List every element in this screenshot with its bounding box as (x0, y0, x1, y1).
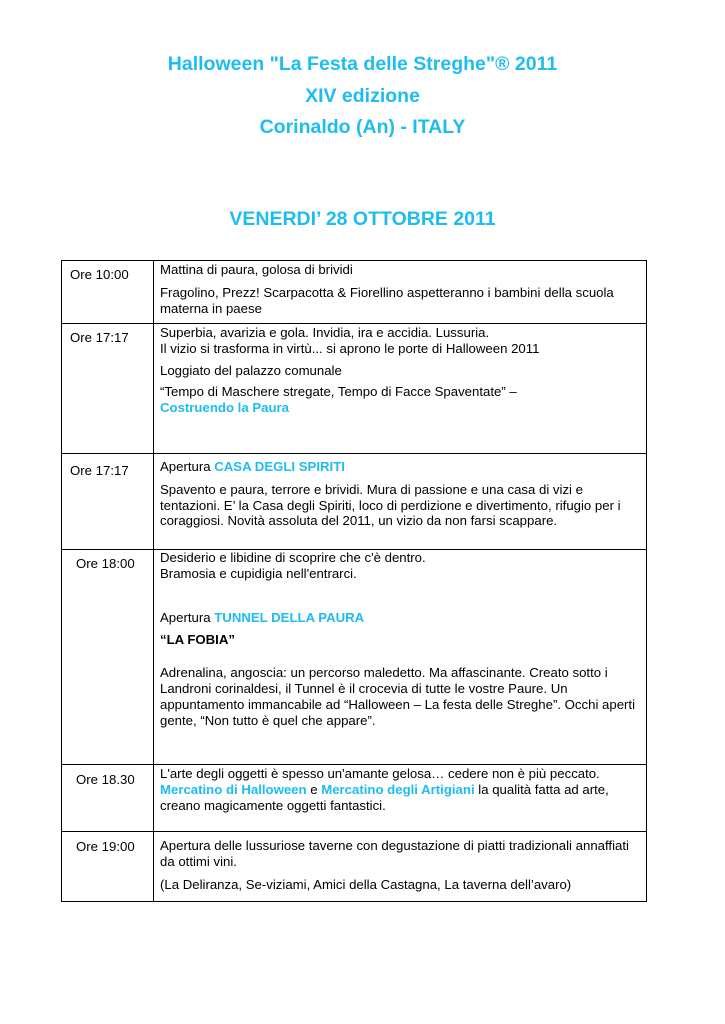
table-row (62, 324, 647, 454)
table-row (62, 454, 647, 550)
event-highlight: CASA DEGLI SPIRITI (214, 459, 345, 474)
edition-subtitle: XIV edizione (305, 85, 420, 107)
time-label: Ore 18.30 (76, 772, 135, 787)
description-text: Apertura (160, 459, 215, 474)
time-cell (62, 454, 154, 550)
table-row (62, 550, 647, 765)
description-cell (154, 261, 647, 324)
time-label: Ore 17:17 (70, 330, 129, 345)
description-text: Desiderio e libidine di scoprire che c'è dentro. (160, 550, 426, 565)
event-title: Halloween "La Festa delle Streghe"® 2011 (167, 53, 558, 75)
table-row (62, 832, 647, 902)
description-text: Fragolino, Prezz! Scarpacotta & Fiorellino aspetteranno i bambini della scuola materna in paese (160, 284, 614, 316)
description-text: la qualità fatta ad arte, creano magicamente oggetti fantastici. (160, 781, 609, 813)
time-cell (62, 324, 154, 454)
description-text: L'arte degli oggetti è spesso un'amante gelosa… cedere non è più peccato. (160, 766, 600, 781)
description-cell (154, 324, 647, 454)
time-label: Ore 17:17 (70, 463, 129, 478)
time-cell (62, 765, 154, 832)
time-cell (62, 832, 154, 902)
description-text: Spavento e paura, terrore e brividi. Mura di passione e una casa di vizi e tentazioni. E’ la Casa degli Spiriti, loco di perdizione e divertimento, rifugio per i coraggiosi. Novità assoluta del 2011, un vizio da non farsi scappare. (160, 481, 621, 529)
event-subtitle: “LA FOBIA” (160, 632, 235, 648)
event-highlight: Costruendo la Paura (160, 400, 289, 416)
event-highlight: TUNNEL DELLA PAURA (214, 609, 365, 625)
time-label: Ore 18:00 (76, 556, 135, 571)
day-heading: VENERDI’ 28 OTTOBRE 2011 (229, 208, 496, 230)
description-text: (La Deliranza, Se-viziami, Amici della Castagna, La taverna dell’avaro) (160, 876, 572, 892)
schedule-table (61, 260, 647, 902)
description-cell (154, 765, 647, 832)
time-cell (62, 261, 154, 324)
description-text: Il vizio si trasforma in virtù... si aprono le porte di Halloween 2011 (160, 340, 540, 356)
description-text: Mattina di paura, golosa di brividi (160, 262, 353, 277)
event-highlight: Mercatino di Halloween (160, 781, 307, 797)
time-cell (62, 550, 154, 765)
table-row (62, 765, 647, 832)
description-cell (154, 832, 647, 902)
description-text: Superbia, avarizia e gola. Invidia, ira e accidia. Lussuria. (160, 325, 490, 340)
location-subtitle: Corinaldo (An) - ITALY (259, 116, 466, 138)
description-text: Apertura (160, 609, 215, 625)
description-text: e (306, 781, 322, 797)
description-text: Bramosia e cupidigia nell'entrarci. (160, 565, 357, 581)
description-text: Loggiato del palazzo comunale (160, 362, 342, 378)
description-cell (154, 550, 647, 765)
time-label: Ore 19:00 (76, 839, 135, 854)
description-cell (154, 454, 647, 550)
event-highlight: Mercatino degli Artigiani (321, 781, 475, 797)
description-text: Apertura delle lussuriose taverne con degustazione di piatti tradizionali annaffiati da ottimi vini. (160, 838, 629, 869)
description-text: Adrenalina, angoscia: un percorso maledetto. Ma affascinante. Creato sotto i Landroni corinaldesi, il Tunnel è il crocevia di tutte le vostre Paure. Un appuntamento immancabile ad “Halloween – La festa delle Streghe”. Occhi aperti gente, “Non tutto è quel che appare”. (160, 665, 636, 728)
table-row (62, 261, 647, 324)
time-label: Ore 10:00 (70, 267, 129, 282)
description-text: “Tempo di Maschere stregate, Tempo di Facce Spaventate” – (160, 384, 517, 400)
